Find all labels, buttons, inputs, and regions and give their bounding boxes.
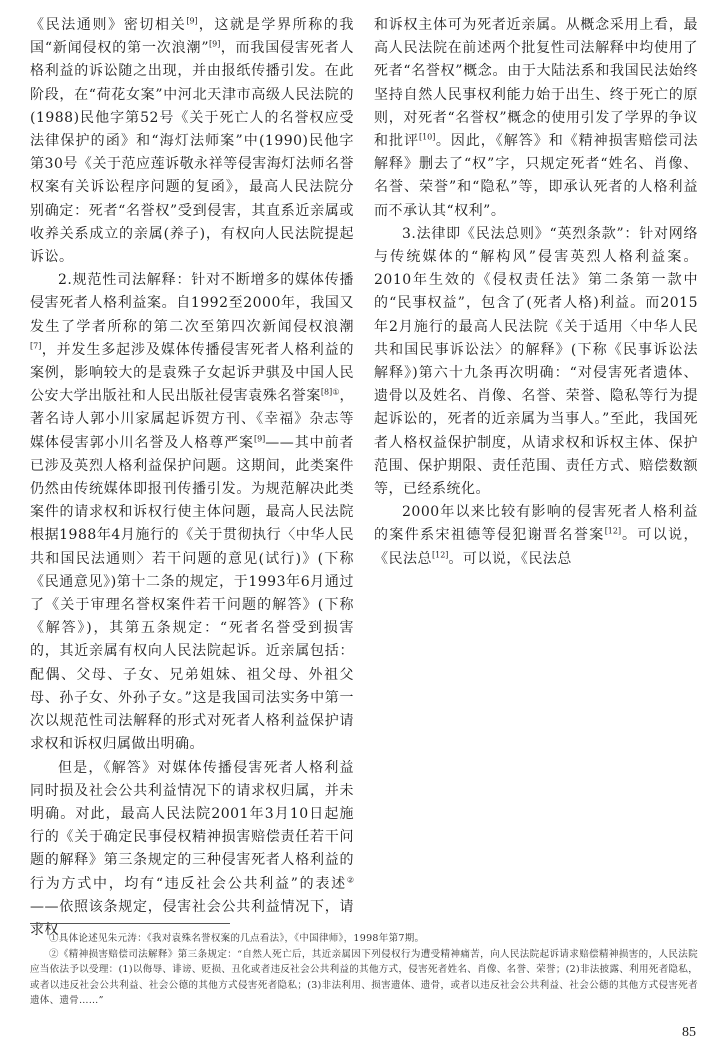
citation-ref: [12] [432,550,449,560]
citation-ref: [8]① [320,387,340,397]
paragraph: 和诉权主体可为死者近亲属。从概念采用上看，最高人民法院在前述两个批复性司法解释中均使用了死者“名誉权”概念。由于大陆法系和我国民法始终坚持自然人民事权利能力始于出生、终于死亡的原则，对死者“名誉权”概念的使用引发了学界的争议和批评[10]。因此，《解答》和《精神损害赔偿司法解释》删去了“权”字，只规定死者“姓名、肖像、名誉、荣誉”和“隐私”等，即承认死者的人格利益而不承认其“权利”。 [374,17,699,219]
paragraph: 3.法律即《民法总则》“英烈条款”：针对网络与传统媒体的“解构风”侵害英烈人格利益案。2010年生效的《侵权责任法》第二条第一款中的“民事权益”，包含了(死者人格)利益。而2015年2月施行的最高人民法院《关于适用〈中华人民共和国民事诉讼法〉的解释》(下称《民事诉讼法解释》)第六十九条再次明确：“对侵害死者遗体、遗骨以及姓名、肖像、名誉、荣誉、隐私等行为提起诉讼的，死者的近亲属为当事人。”至此，我国死者人格权益保护制度，从请求权和诉权主体、保护范围、保护期限、责任范围、责任方式、赔偿数额等，已经系统化。 [374,225,698,498]
paragraph: 但是，《解答》对媒体传播侵害死者人格利益同时损及社会公共利益情况下的请求权归属，并未明确。对此，最高人民法院2001年3月10日起施行的《关于确定民事侵权精神损害赔偿责任若干问题的解释》第三条规定的三种侵害死者人格利益的行为方式中，均有“违反社会公共利益”的表述②——依照该条规定，侵害社会公共利益情况下，请求权 [30,759,354,938]
citation-ref: [7] [30,341,42,351]
citation-ref: [9] [209,39,221,49]
footnote: ②《精神损害赔偿司法解释》第三条规定：“自然人死亡后，其近亲属因下列侵权行为遭受精神痛苦，向人民法院起诉请求赔偿精神损害的，人民法院应当依法予以受理：(1)以侮辱、诽谤、贬损、丑化或者违反社会公共利益的其他方式，侵害死者姓名、肖像、名誉、荣誉；(2)非法披露、利用死者隐私，或者以违反社会公共利益、社会公德的其他方式侵害死者隐私；(3)非法利用、损害遗体、遗骨，或者以违反社会公共利益、社会公德的其他方式侵害死者遗体、遗骨……” [30,948,698,1006]
paragraph: 2000年以来比较有影响的侵害死者人格利益的案件系宋祖德等侵犯谢晋名誉案[12]。可以说，《民法总[12]。可以说，《民法总 [374,504,699,567]
footnote-ref: ② [346,874,354,884]
citation-ref: [10] [418,132,436,142]
citation-ref: [9] [253,434,266,443]
paragraph: 《民法通则》密切相关[9]，这就是学界所称的我国“新闻侵权的第一次浪潮”[9]，而我国侵害死者人格利益的诉讼随之出现，并由报纸传播引发。在此阶段，在“荷花女案”中河北天津市高级人民法院的(1988)民他字第52号《关于死亡人的名誉权应受法律保护的函》和“海灯法师案”中(1990)民他字第30号《关于范应莲诉敬永祥等侵害海灯法师名誉权案有关诉讼程序问题的复函》，最高人民法院分别确定：死者“名誉权”受到侵害，其直系近亲属或收养关系成立的亲属(养子)，有权向人民法院提起诉讼。 [30,16,354,266]
citation-ref: [9] [186,16,198,26]
right-column [374,14,698,571]
footnotes [30,931,698,1009]
paragraph: 2.规范性司法解释：针对不断增多的媒体传播侵害死者人格利益案。自1992至2000年，我国又发生了学者所称的第二次至第四次新闻侵权浪潮[7]，并发生多起涉及媒体传播侵害死者人格利益的案例，影响较大的是袁殊子女起诉尹骐及中国人民公安大学出版社和人民出版社侵害袁殊名誉案$^{[8]①}$，著名诗人郭小川家属起诉贺方刊、《幸福》杂志等媒体侵害郭小川名誉及人格尊严案[9]——其中前者已涉及英烈人格利益保护问题。这期间，此类案件仍然由传统媒体即报刊传播引发。为规范解决此类案件的请求权和诉权行使主体问题，最高人民法院根据1988年4月施行的《关于贯彻执行〈中华人民共和国民法通则〉若干问题的意见(试行)》(下称《民通意见》)第十二条的规定，于1993年6月通过了《关于审理名誉权案件若干问题的解答》(下称《解答》)，其第五条规定：“死者名誉受到损害的，其近亲属有权向人民法院起诉。近亲属包括：配偶、父母、子女、兄弟姐妹、祖父母、外祖父母、孙子女、外孙子女。”这是我国司法实务中第一次以规范性司法解释的形式对死者人格利益保护请求权和诉权归属做出明确。 [30,272,355,753]
page-number: 85 [682,1025,696,1040]
left-column [30,14,354,942]
footnote-divider [30,923,230,924]
footnote: ①具体论述见朱元涛：《我对袁殊名誉权案的几点看法》，《中国律师》，1998年第7期。 [49,933,425,944]
citation-ref: [12] [604,526,622,536]
